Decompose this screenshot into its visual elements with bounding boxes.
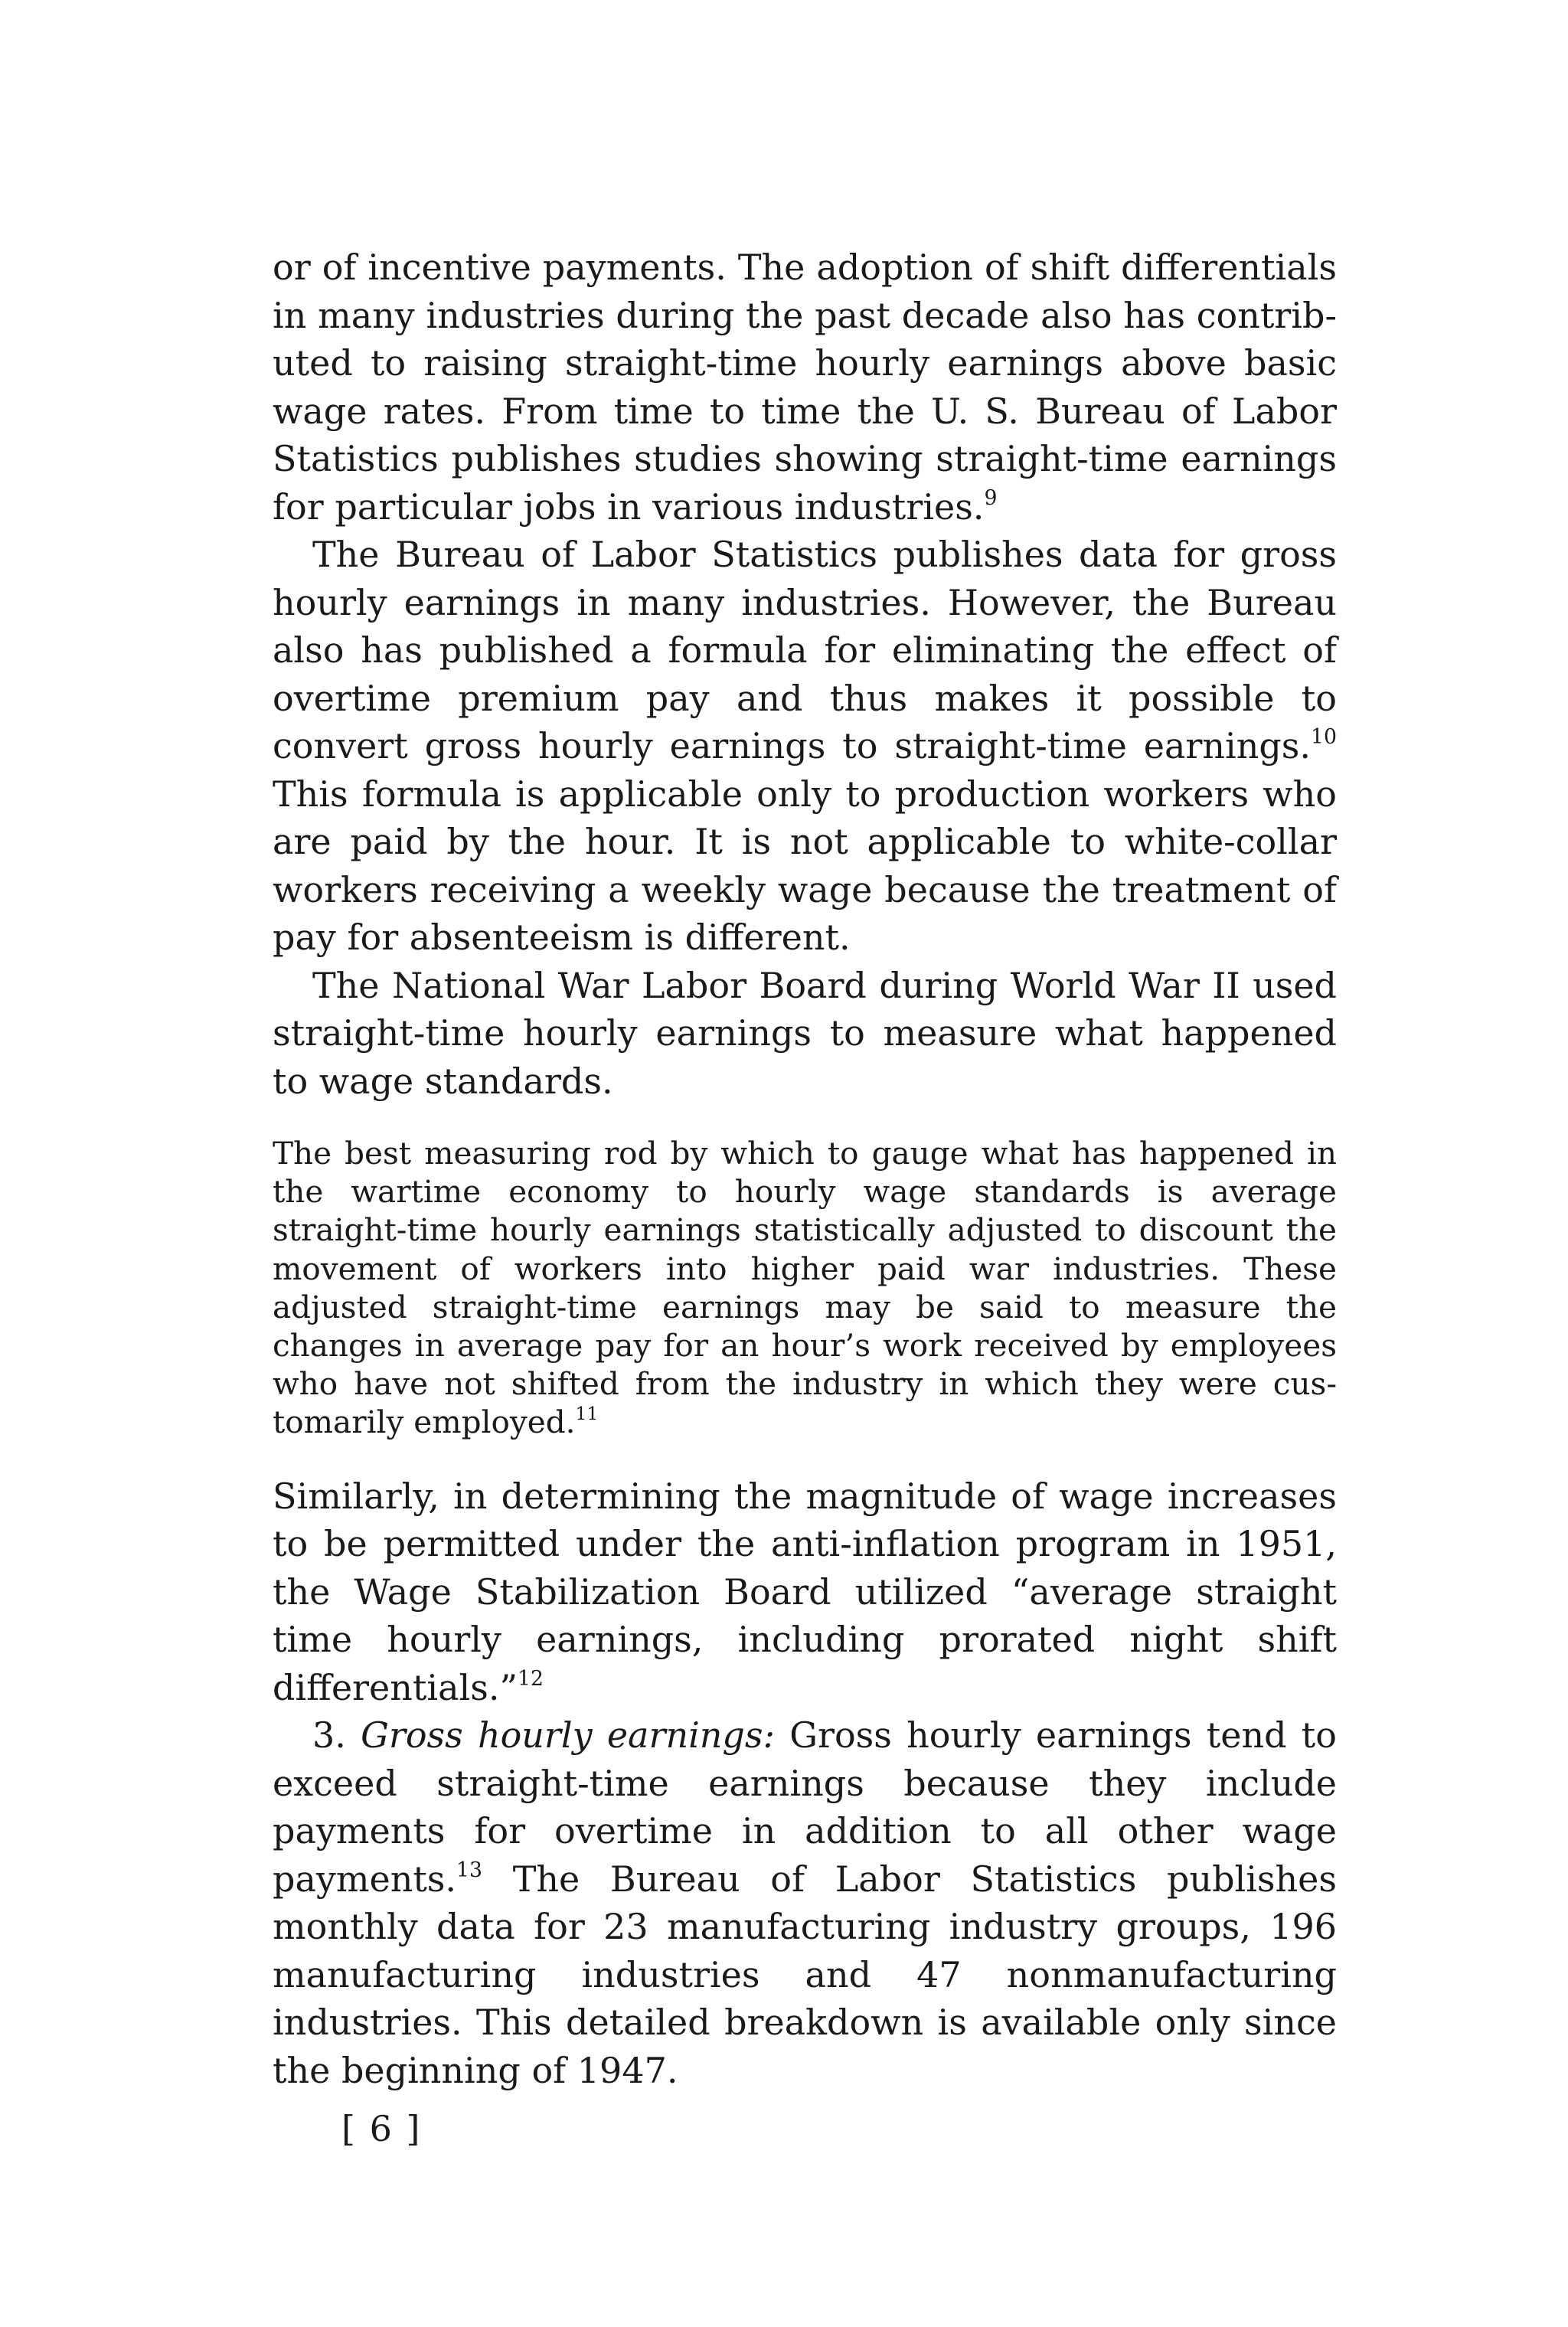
paragraph-gross-hourly-earnings <box>273 1711 1337 2094</box>
paragraph-text-continued: This formula is applicable only to production workers who are paid by the hour. It is not applicable to white-collar workers receiving a weekly wage because the treatment of pay for absenteeism is different. <box>273 773 1337 958</box>
footnote-ref-11: 11 <box>575 1403 599 1425</box>
paragraph-text-continued: The Bureau of Labor Statistics publishes monthly data for 23 manufacturing industry groups, 196 manufacturing industries and 47 nonmanufacturing industries. This detailed breakdown is available only since the beginning of 1947. <box>273 1858 1337 2091</box>
paragraph-text: or of incentive payments. The adoption of shift differentials in many industries during the past decade also has contributed to raising straight-time hourly earnings above basic wage rates. From time to time the U. S. Bureau of Labor Statistics publishes studies showing straight-time earnings for particular jobs in various industries. <box>273 247 1337 528</box>
paragraph-wage-stabilization <box>273 1472 1337 1712</box>
paragraph-text: The Bureau of Labor Statistics publishes data for gross hourly earnings in many industries. However, the Bureau also has published a formula for eliminating the effect of overtime premium pay and thus makes it possible to convert gross hourly earnings to straight-time earnings. <box>273 534 1337 766</box>
quote-text: The best measuring rod by which to gauge what has happened in the wartime economy to hourly wage standards is average straight-time hourly earnings statistically adjusted to discount the movement of workers into higher paid war industries. These adjusted straight-time earnings may be said to measure the changes in average pay for an hour’s work received by employees who have not shifted from the industry in which they were customarily employed. <box>273 1135 1337 1441</box>
paragraph-incentive-payments <box>273 243 1337 531</box>
paragraph-gross-hourly-data <box>273 531 1337 962</box>
section-heading: Gross hourly earnings: <box>361 1714 775 1757</box>
footnote-ref-10: 10 <box>1311 724 1337 749</box>
block-quote <box>273 1134 1337 1442</box>
page-body <box>273 243 1337 2152</box>
page-number: [ 6 ] <box>341 2108 422 2150</box>
footnote-ref-13: 13 <box>456 1858 482 1882</box>
paragraph-war-labor-board <box>273 962 1337 1106</box>
section-number: 3. <box>312 1714 361 1757</box>
footnote-ref-12: 12 <box>517 1666 544 1691</box>
paragraph-text: Similarly, in determining the magnitude of wage increases to be permitted under the anti-inflation program in 1951, the Wage Stabilization Board utilized “average straight time hourly earnings, including prorated night shift differentials.” <box>273 1475 1337 1708</box>
footnote-ref-9: 9 <box>984 485 998 510</box>
paragraph-text: Gross hourly earnings tend to exceed straight-time earnings because they include payments for overtime in addition to all other wage payments. <box>273 1714 1337 1900</box>
paragraph-text: The National War Labor Board during World War II used straight-time hourly earnings to measure what happened to wage standards. <box>273 964 1337 1102</box>
